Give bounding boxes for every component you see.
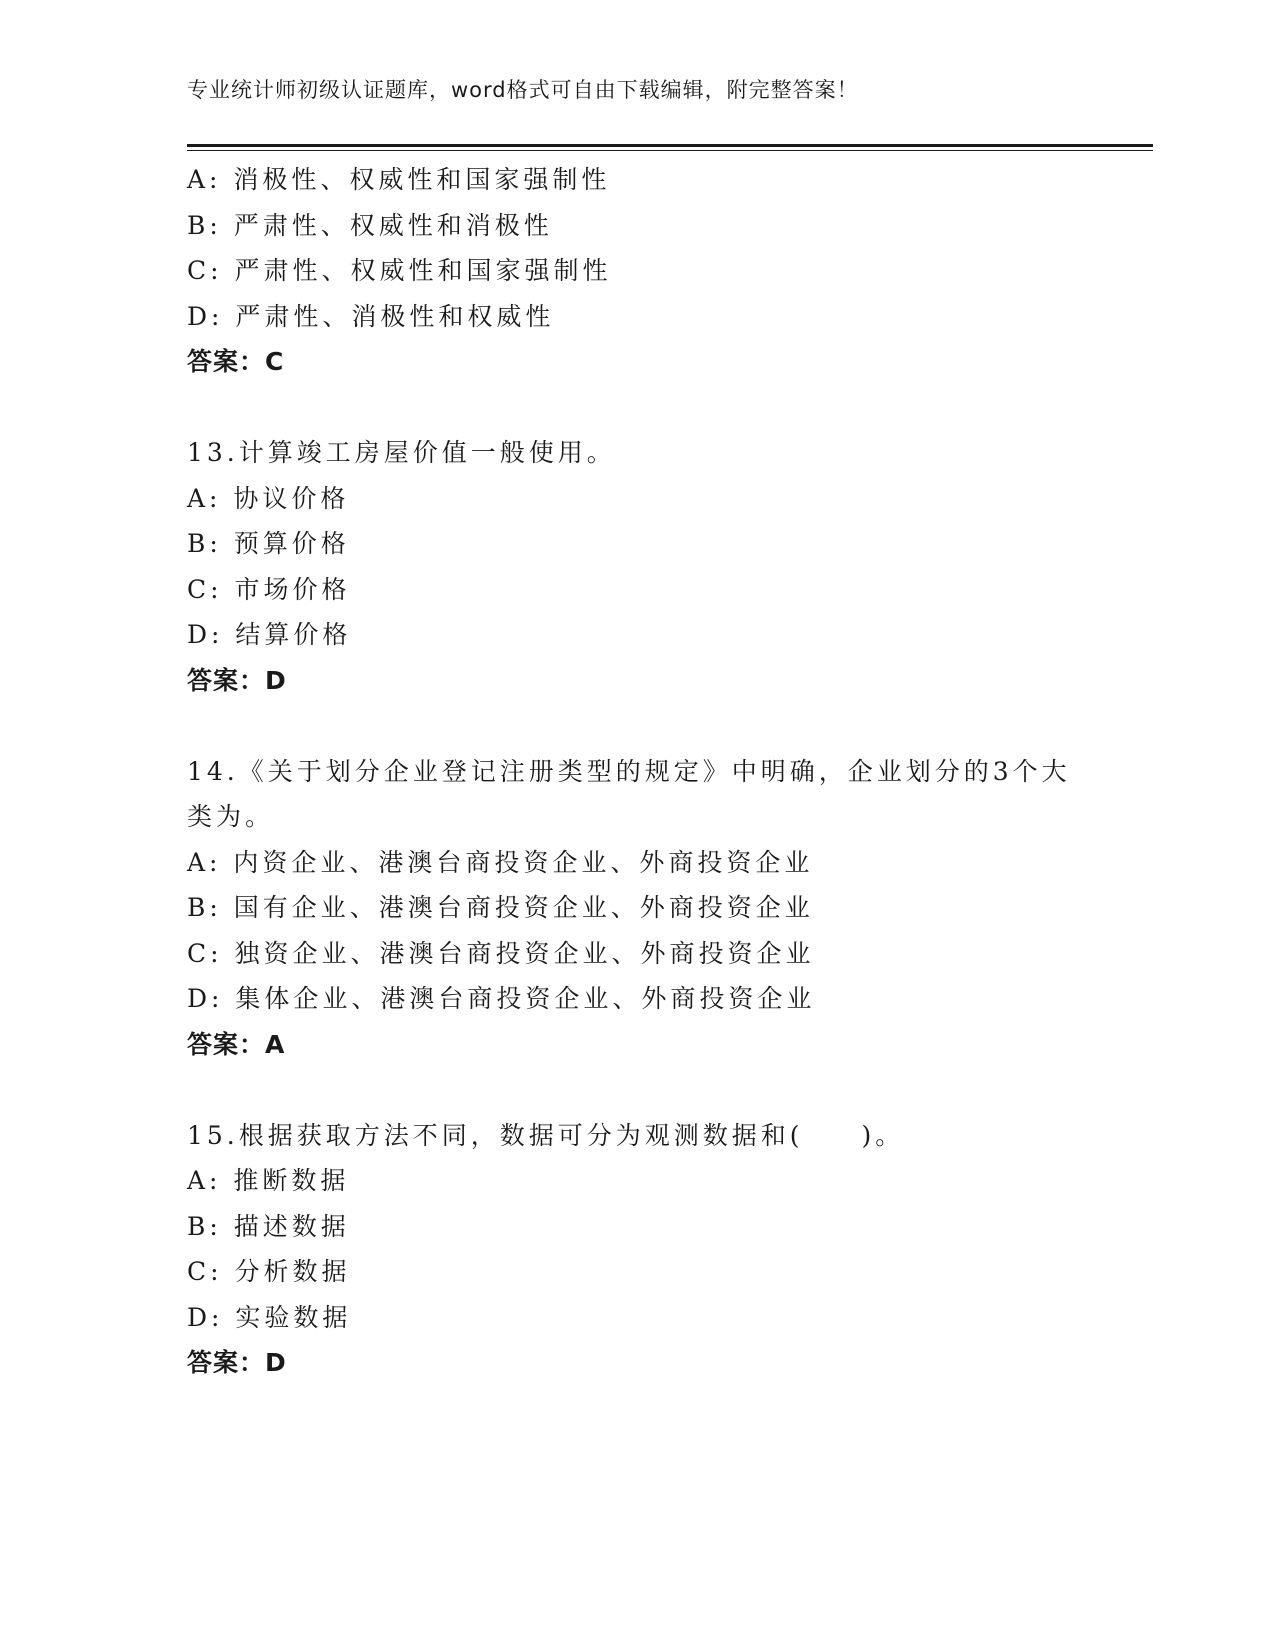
question-block <box>187 1113 1153 1386</box>
option-c: C: 分析数据 <box>187 1257 351 1286</box>
header-rule-thin <box>187 150 1153 151</box>
question-text: 13.计算竣工房屋价值一般使用。 <box>187 438 616 467</box>
option-b: B: 描述数据 <box>187 1211 350 1241</box>
option-a: A: 消极性、权威性和国家强制性 <box>187 165 611 194</box>
question-text: 14.《关于划分企业登记注册类型的规定》中明确，企业划分的3个大 <box>187 756 1071 786</box>
option-b: B: 国有企业、港澳台商投资企业、外商投资企业 <box>187 893 814 922</box>
answer: 答案：D <box>187 665 287 695</box>
question-block <box>187 749 1153 1068</box>
option-c: C: 严肃性、权威性和国家强制性 <box>187 256 612 285</box>
page-header: 专业统计师初级认证题库，word格式可自由下载编辑，附完整答案！ <box>187 78 859 102</box>
option-a: A: 协议价格 <box>187 483 350 513</box>
option-b: B: 严肃性、权威性和消极性 <box>187 210 553 240</box>
option-d: D: 结算价格 <box>187 620 352 649</box>
header-rule-thick <box>187 144 1153 147</box>
question-block <box>187 157 1153 385</box>
option-b: B: 预算价格 <box>187 529 350 558</box>
option-d: D: 严肃性、消极性和权威性 <box>187 301 555 331</box>
option-a: A: 内资企业、港澳台商投资企业、外商投资企业 <box>187 847 814 877</box>
option-d: D: 实验数据 <box>187 1302 352 1332</box>
option-c: C: 市场价格 <box>187 574 351 604</box>
question-text: 15.根据获取方法不同，数据可分为观测数据和( )。 <box>187 1120 905 1150</box>
answer: 答案：A <box>187 1029 286 1059</box>
question-text-continued: 类为。 <box>187 802 275 831</box>
option-c: C: 独资企业、港澳台商投资企业、外商投资企业 <box>187 938 815 968</box>
answer: 答案：D <box>187 1348 287 1377</box>
option-a: A: 推断数据 <box>187 1166 350 1195</box>
question-block <box>187 430 1153 703</box>
option-d: D: 集体企业、港澳台商投资企业、外商投资企业 <box>187 984 816 1013</box>
answer: 答案：C <box>187 347 285 376</box>
question-list <box>187 157 1153 1386</box>
